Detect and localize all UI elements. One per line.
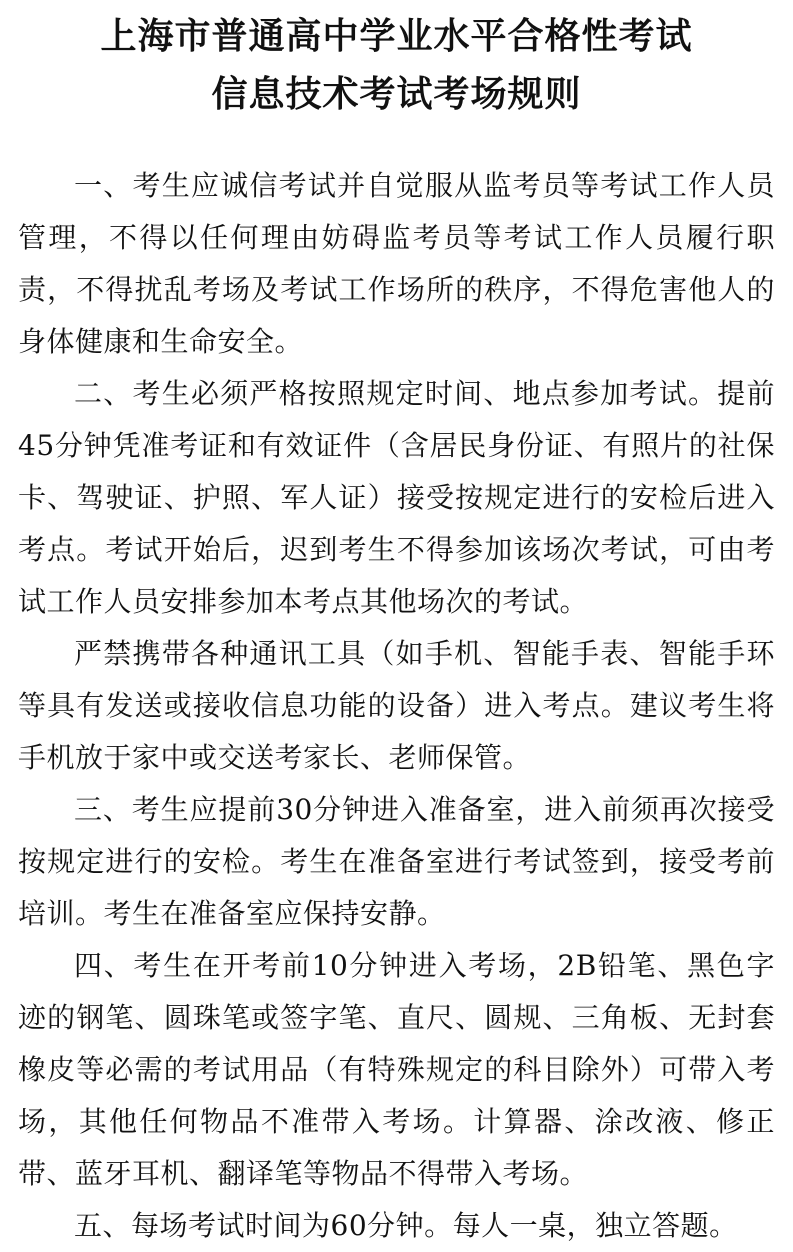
rule-paragraph-3: 三、考生应提前30分钟进入准备室，进入前须再次接受按规定进行的安检。考生在准备室进行考试签到，接受考前培训。考生在准备室应保持安静。	[18, 793, 775, 930]
rule-paragraph-2: 二、考生必须严格按照规定时间、地点参加考试。提前45分钟凭准考证和有效证件（含居民身份证、有照片的社保卡、驾驶证、护照、军人证）接受按规定进行的安检后进入考点。考试开始后，迟到考生不得参加该场次考试，可由考试工作人员安排参加本考点其他场次的考试。	[18, 377, 775, 618]
rule-paragraph-5: 五、每场考试时间为60分钟。每人一桌，独立答题。	[74, 1209, 738, 1242]
title-line-2: 信息技术考试考场规则	[211, 74, 582, 115]
title-line-1: 上海市普通高中学业水平合格性考试	[100, 16, 693, 57]
rule-paragraph-2-supplement: 严禁携带各种通讯工具（如手机、智能手表、智能手环等具有发送或接收信息功能的设备）进入考点。建议考生将手机放于家中或交送考家长、老师保管。	[18, 637, 775, 774]
rule-paragraph-4: 四、考生在开考前10分钟进入考场，2B铅笔、黑色字迹的钢笔、圆珠笔或签字笔、直尺、圆规、三角板、无封套橡皮等必需的考试用品（有特殊规定的科目除外）可带入考场，其他任何物品不准带入考场。计算器、涂改液、修正带、蓝牙耳机、翻译笔等物品不得带入考场。	[18, 949, 775, 1190]
rule-paragraph-1: 一、考生应诚信考试并自觉服从监考员等考试工作人员管理，不得以任何理由妨碍监考员等考试工作人员履行职责，不得扰乱考场及考试工作场所的秩序，不得危害他人的身体健康和生命安全。	[18, 169, 775, 358]
document-body	[18, 160, 775, 1252]
document-title	[18, 8, 775, 124]
